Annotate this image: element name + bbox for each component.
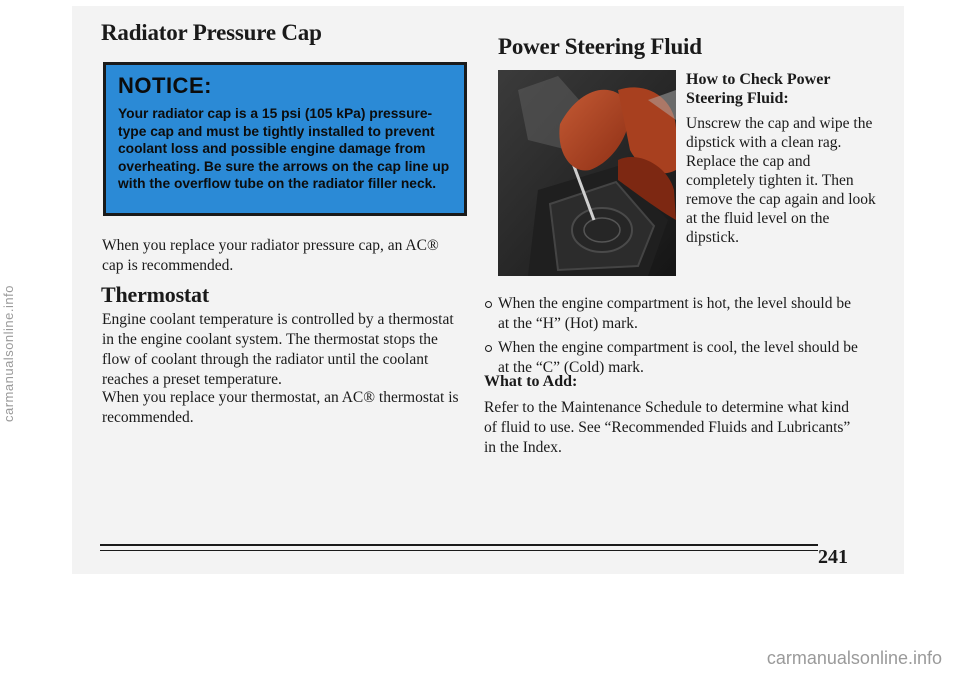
footer-rule-top: [100, 544, 818, 546]
notice-box: [103, 62, 467, 216]
dipstick-photo: [498, 70, 676, 276]
notice-heading: NOTICE:: [118, 73, 212, 98]
thermostat-body: Engine coolant temperature is controlled by a thermostat in the engine coolant system. The thermostat stops the flow of coolant through the radiator until the coolant reaches a preset temperature.: [102, 311, 454, 388]
power-steering-title: Power Steering Fluid: [498, 34, 702, 59]
footer-rule-bottom: [100, 550, 818, 551]
radiator-cap-title: Radiator Pressure Cap: [101, 20, 322, 45]
check-body: Unscrew the cap and wipe the dipstick with a clean rag. Replace the cap and completely tighten it. Then remove the cap again and look at the fluid level on the dipstick.: [686, 115, 876, 246]
list-item: When the engine compartment is cool, the level should be at the “C” (Cold) mark.: [484, 338, 864, 378]
page-number: 241: [818, 546, 848, 568]
thermostat-replace-text: When you replace your thermostat, an AC® thermostat is recommended.: [102, 389, 459, 426]
list-item: When the engine compartment is hot, the level should be at the “H” (Hot) mark.: [484, 294, 864, 334]
what-to-add-body: Refer to the Maintenance Schedule to determine what kind of fluid to use. See “Recommended Fluids and Lubricants” in the Index.: [484, 399, 851, 456]
watermark-side: carmanualsonline.info: [1, 285, 16, 423]
dipstick-photo-image: [498, 70, 676, 276]
radiator-replace-text: When you replace your radiator pressure cap, an AC® cap is recommended.: [102, 237, 439, 274]
check-heading: How to Check Power Steering Fluid:: [686, 71, 831, 107]
fluid-level-list: [484, 294, 864, 382]
thermostat-title: Thermostat: [101, 282, 209, 307]
what-to-add-heading: What to Add:: [484, 373, 578, 390]
notice-body: Your radiator cap is a 15 psi (105 kPa) pressure-type cap and must be tightly installed to prevent coolant loss and possible engine damage from overheating. Be sure the arrows on the cap line up with the overflow tube on the radiator filler neck.: [118, 106, 450, 191]
watermark-bottom: carmanualsonline.info: [766, 648, 942, 668]
